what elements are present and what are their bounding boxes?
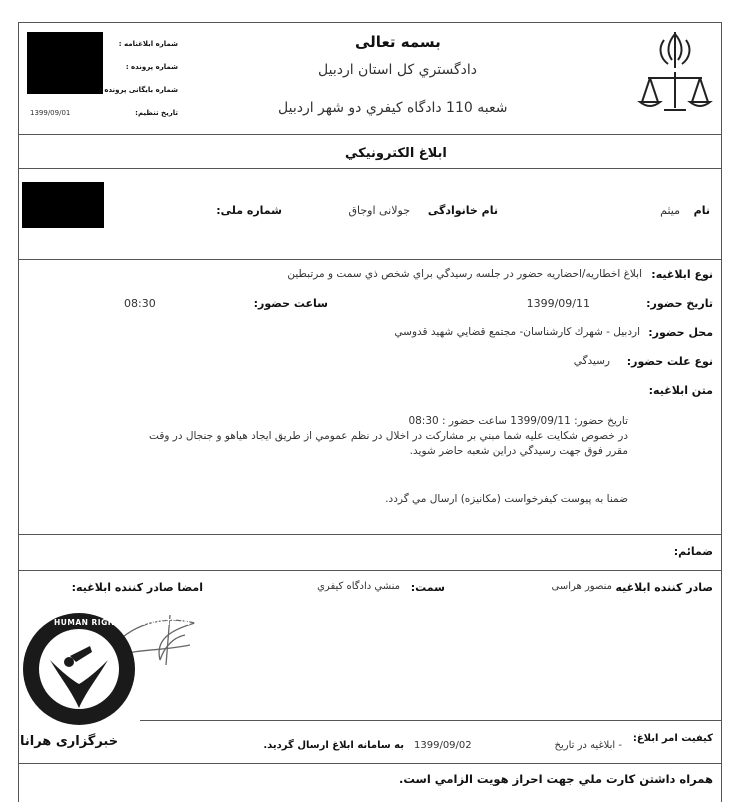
notice-text-line: ضمنا به پيوست كيفرخواست (مكانيزه) ارسال مي گردد. <box>385 493 628 505</box>
text-divider <box>18 534 722 535</box>
attendance-place-label: محل حضور: <box>648 326 713 339</box>
attendance-date-value: 1399/09/11 <box>526 297 590 310</box>
family-name-label: نام خانوادگی <box>427 204 498 217</box>
issuer-value: منصور هراسی <box>551 581 612 592</box>
family-name-value: جولانی اوجاق <box>348 204 410 217</box>
attendance-time-value: 08:30 <box>124 297 156 310</box>
redaction-box <box>27 32 103 94</box>
issuer-divider <box>140 720 722 721</box>
redaction-box <box>22 182 104 228</box>
issuer-label: صادر كننده ابلاغيه <box>615 581 713 594</box>
attachments-divider <box>18 570 722 571</box>
header-divider <box>18 134 722 135</box>
attendance-time-label: ساعت حضور: <box>253 297 328 310</box>
document-title: ابلاغ الكترونيكي <box>345 146 447 161</box>
delivery-system-text: به سامانه ابلاغ ارسال گرديد. <box>263 740 404 751</box>
court-branch-title: شعبه 110 دادگاه كيفري دو شهر اردبيل <box>278 100 508 116</box>
date-value: 1399/09/01 <box>30 109 71 117</box>
title-divider <box>18 168 722 169</box>
footer-note: همراه داشتن كارت ملي جهت احراز هويت الزامي است. <box>398 772 713 786</box>
person-divider <box>18 259 722 260</box>
logo-text: HUMAN RIGHTS ACTIVISTS IN IRAN <box>54 618 217 627</box>
notice-type-value: ابلاغ اخطاريه/احضاريه حضور در جلسه رسيدگي براي شخص ذي سمت و مرتبطين <box>287 268 642 280</box>
notice-text-line: مقرر فوق جهت رسيدگي دراين شعبه حاضر شويد. <box>409 445 628 457</box>
attachments-label: ضمائم: <box>673 545 713 558</box>
attendance-place-value: اردبيل - شهرك كارشناسان- مجتمع قضايي شهيد قدوسي <box>394 326 640 338</box>
attendance-date-label: تاريخ حضور: <box>646 297 713 310</box>
delivered-date: 1399/09/02 <box>414 740 472 751</box>
position-label: سمت: <box>410 581 445 594</box>
archive-number-label: شماره بایگانی پرونده : <box>99 86 178 94</box>
attendance-reason-value: رسيدگي <box>573 355 610 367</box>
news-agency-name: خبرگزاری هرانا <box>20 734 119 749</box>
delivery-divider <box>18 763 722 764</box>
attendance-reason-label: نوع علت حضور: <box>626 355 713 368</box>
notice-text-label: متن ابلاغیه: <box>648 384 713 397</box>
case-number-label: شماره پرونده : <box>125 63 178 71</box>
signature-label: امضا صادر كننده ابلاغيه: <box>71 581 203 594</box>
position-value: منشي دادگاه كيفري <box>317 581 400 592</box>
notice-number-label: شماره ابلاغنامه : <box>118 40 178 48</box>
delivery-method-label: كيفيت امر ابلاغ: <box>632 733 713 744</box>
notice-text-line: تاريخ حضور: 1399/09/11 ساعت حضور : 08:30 <box>408 415 628 427</box>
delivered-label: - ابلاغيه در تاريخ <box>554 740 622 751</box>
notice-type-label: نوع ابلاغیه: <box>651 268 713 281</box>
name-value: میثم <box>660 204 680 217</box>
name-label: نام <box>693 204 710 217</box>
court-general-title: دادگستري كل استان اردبيل <box>318 62 478 78</box>
iran-emblem-icon <box>636 28 714 120</box>
hrana-logo-icon <box>20 610 138 728</box>
notice-text-line: در خصوص شكايت عليه شما مبني بر مشاركت در اخلال در نظم عمومي از طريق ايجاد هياهو و جنجال در وقت <box>149 430 628 442</box>
basmala: بسمه تعالی <box>355 33 441 51</box>
national-id-label: شماره ملی: <box>216 204 282 217</box>
date-label: تاريخ تنظيم: <box>135 109 178 117</box>
